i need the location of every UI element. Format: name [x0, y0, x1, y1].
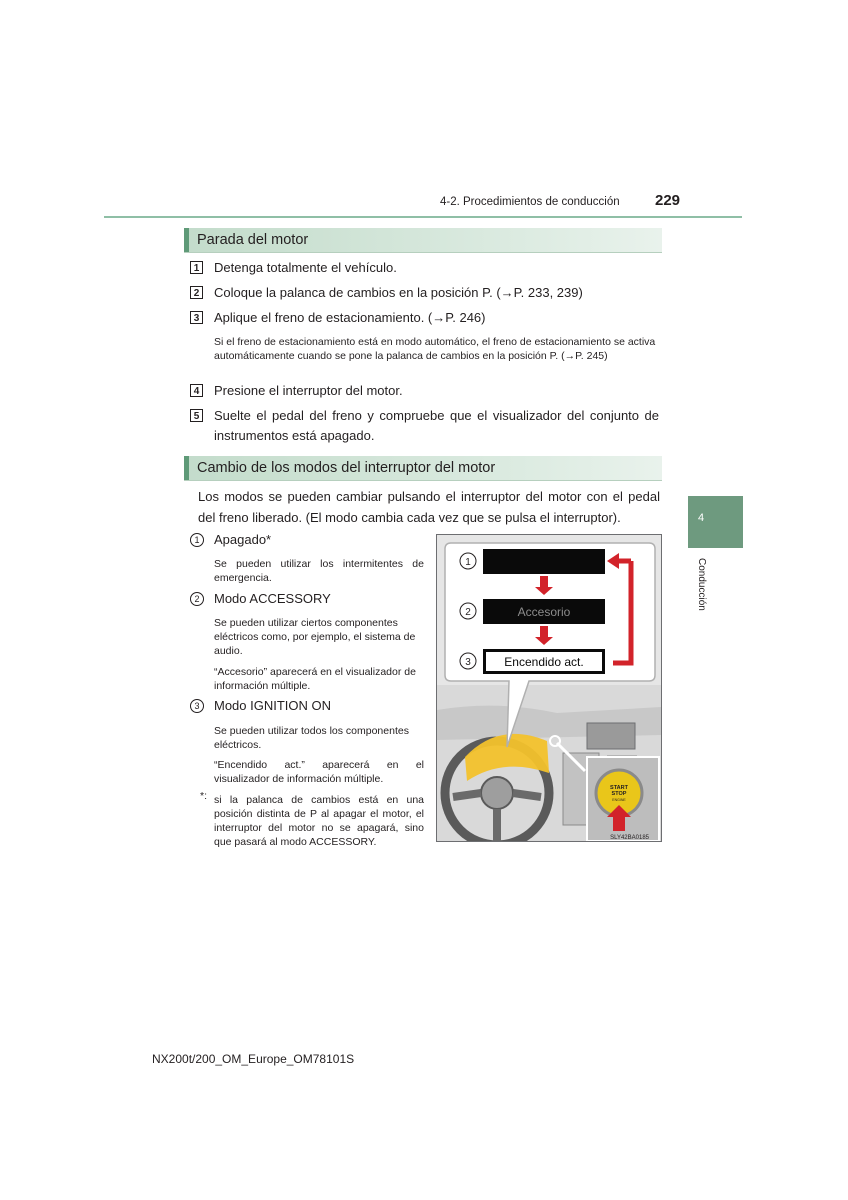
chapter-tab[interactable]: [688, 496, 743, 548]
step-number: 5: [190, 409, 203, 422]
display-off: [483, 549, 605, 574]
section-title-modos: Cambio de los modos del interruptor del motor: [197, 460, 496, 476]
wheel-hub: [481, 777, 513, 809]
button-text-engine: ENGINE: [612, 798, 626, 802]
step-text: Presione el interruptor del motor.: [214, 383, 403, 398]
step-text: Suelte el pedal del freno y compruebe que el visualizador del conjunto de instrumentos está apagado.: [214, 408, 659, 443]
step-text: Aplique el freno de estacionamiento. (→P. 246): [214, 310, 486, 325]
step-text: Coloque la palanca de cambios en la posición P. (→P. 233, 239): [214, 285, 583, 300]
state-2-number: 2: [465, 607, 471, 618]
engine-switch-figure: [436, 534, 662, 842]
mode-ignition-desc: Se pueden utilizar todos los componentes eléctricos.: [214, 725, 409, 751]
mode-label: Apagado*: [214, 532, 272, 547]
mode-label: Modo ACCESSORY: [214, 591, 331, 606]
center-screen: [587, 723, 635, 749]
footer-code: NX200t/200_OM_Europe_OM78101S: [152, 1052, 355, 1066]
mode-accessory-desc: Se pueden utilizar ciertos componentes eléctricos como, por ejemplo, el sistema de audio.: [214, 617, 416, 657]
step-number: 4: [190, 384, 203, 397]
step-text: Detenga totalmente el vehículo.: [214, 260, 397, 275]
display-ignition-text: Encendido act.: [504, 655, 584, 669]
step-number: 1: [190, 261, 203, 274]
section-heading-band: [184, 456, 662, 481]
mode-accessory-desc2: “Accesorio” aparecerá en el visualizador de información múltiple.: [214, 666, 416, 692]
mode-label: Modo IGNITION ON: [214, 698, 332, 713]
mode-number: 2: [190, 592, 204, 606]
page-number: 229: [655, 192, 681, 209]
display-accessory-text: Accesorio: [517, 605, 571, 619]
footnote-text: si la palanca de cambios está en una posición distinta de P al apagar el motor, el interruptor del motor no se apagará, sino que pasará al modo ACCESSORY.: [214, 794, 424, 848]
section-heading-bar: [184, 456, 189, 480]
step-3-note: Si el freno de estacionamiento está en modo automático, el freno de estacionamiento se activa automáticamente cuando se pone la palanca de cambios en la posición P. (→P. 245): [214, 336, 656, 362]
mode-number: 3: [190, 699, 204, 713]
dashboard-illustration: [437, 535, 661, 841]
section-heading-band: [184, 228, 662, 253]
state-3-number: 3: [465, 657, 471, 668]
mode-ignition-desc2: “Encendido act.” aparecerá en el visualizador de información múltiple.: [214, 759, 424, 785]
chapter-number: 4: [698, 512, 705, 524]
section-title-parada: Parada del motor: [197, 232, 309, 248]
mode-number: 1: [190, 533, 204, 547]
header-rule: [104, 216, 742, 218]
section-heading-bar: [184, 228, 189, 252]
chapter-label: Conducción: [696, 558, 707, 611]
step-number: 3: [190, 311, 203, 324]
mode-off-desc: Se pueden utilizar los intermitentes de emergencia.: [214, 558, 424, 584]
button-text-stop: STOP: [611, 791, 627, 797]
section-intro: Los modos se pueden cambiar pulsando el interruptor del motor con el pedal del freno liberado. (El modo cambia cada vez que se pulsa el interruptor).: [198, 489, 660, 525]
state-1-number: 1: [465, 557, 471, 568]
running-header-section: 4-2. Procedimientos de conducción: [440, 196, 620, 208]
step-number: 2: [190, 286, 203, 299]
figure-code: SLY42BA0185: [610, 835, 649, 841]
button-text-start: START: [610, 785, 628, 791]
footnote-mark: *:: [200, 790, 208, 802]
